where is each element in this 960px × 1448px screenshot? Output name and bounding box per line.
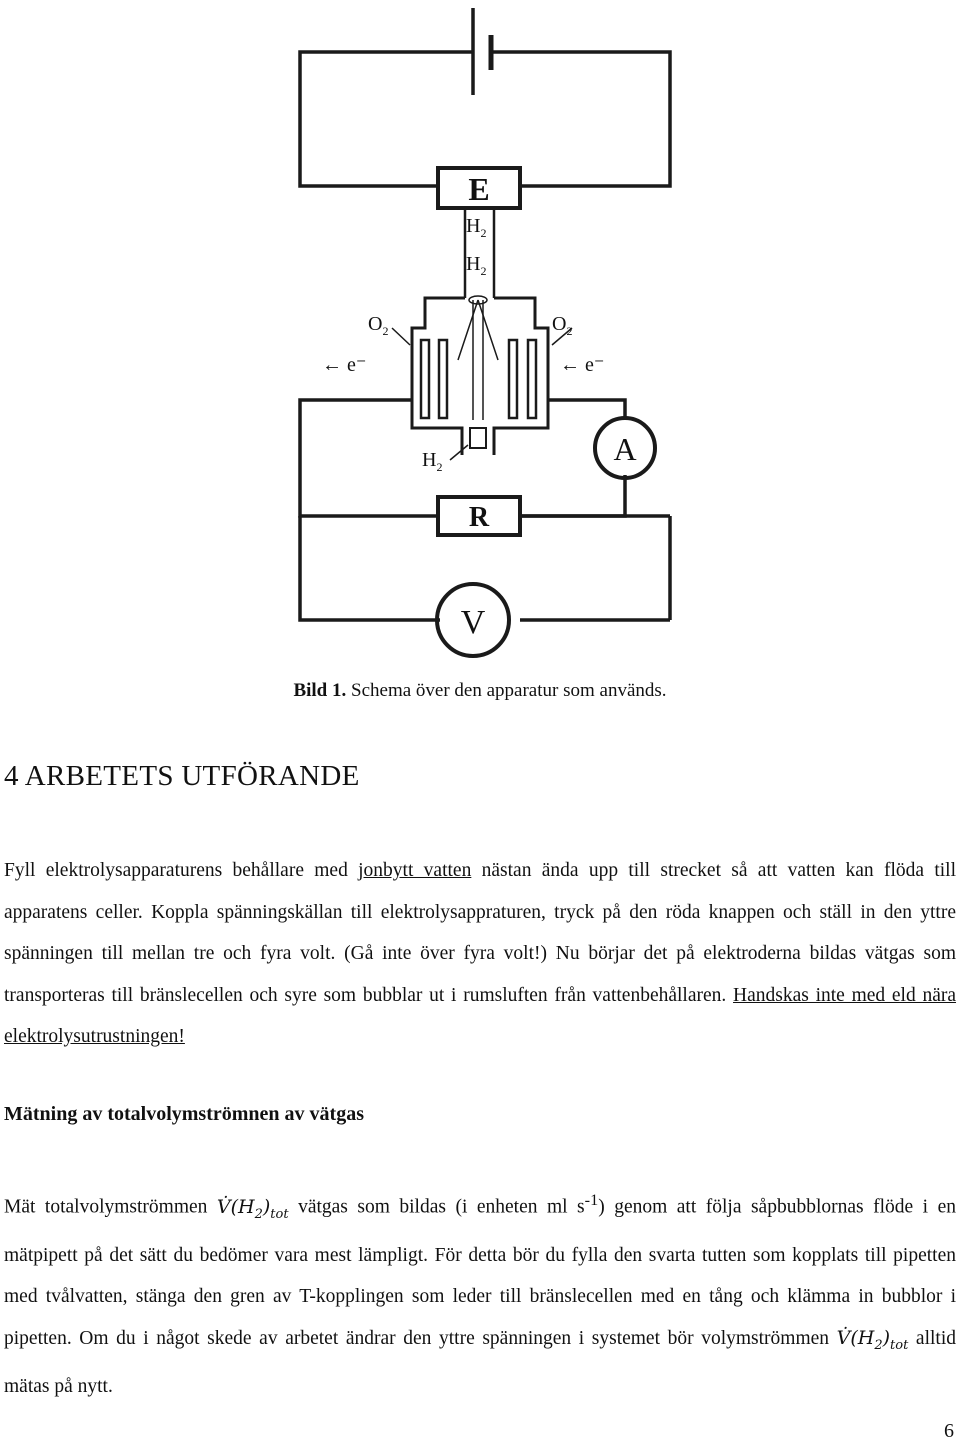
math-volume-flow-1: $V̇(H_2)_{tot}$ [216,1195,289,1222]
math-volume-flow-2: $V̇(H_2)_{tot}$ [836,1326,909,1353]
figure-caption [0,680,960,702]
apparatus-schematic [280,0,680,665]
paragraph-1-text-a: Fyll elektrolysapparaturens behållare med [4,860,359,881]
wire-top-right [491,52,670,186]
h2-label-bottom: $H_2$ [422,449,443,474]
caption-text: Schema över den apparatur som används. [346,680,667,701]
page-number: 6 [944,1420,954,1442]
o2-label-left: $O_2$ [368,313,389,338]
unit-exponent: -1 [584,1191,599,1209]
h2-label-upper-2: $H_2$ [466,253,487,278]
electron-label-left: ← e⁻ [322,354,367,376]
paragraph-2-text-a: Mät totalvolymströmmen [4,1196,217,1218]
wire-left-to-voltmeter [300,516,440,620]
paragraph-2 [4,1180,956,1408]
electrolyser-label: E [468,171,490,207]
caption-prefix: Bild 1. [293,680,347,701]
o2-label-right: $O_2$ [552,313,573,338]
paragraph-2-text-b: vätgas som bildas (i enheten ml s [288,1196,585,1218]
safety-warning: Handskas inte med eld nära elektrolysutrustningen! [4,984,957,1047]
paragraph-1-underlined-term: jonbytt vatten [358,860,472,881]
fuel-cell-right [494,298,548,455]
ammeter-label: A [613,431,637,467]
electron-label-right: ← e⁻ [560,354,605,376]
voltmeter-label: V [460,604,486,641]
paragraph-2-text-d: alltid mätas på nytt. [4,1327,956,1398]
paragraph-1 [4,850,956,1058]
paragraph-1-text-b: nästan ända upp till strecket så att vatten kan flöda till apparatens celler. Koppla spänningskällan till elektrolysappraturen, tryck på den röda knappen och ställ in den yttre spänningen till mellan tre och fyra volt. (Gå inte över fyra volt!) Nu börjar det på elektroderna bildas vätgas som transporteras till bränslecellen och syre som bubblar ut i rumsluften från vattenbehållaren. [4,860,957,1006]
subheading: Mätning av totalvolymströmnen av vätgas [4,1103,364,1125]
wire-left-to-resistor [300,400,438,516]
resistor-label: R [468,502,490,533]
wire-top-left [300,52,473,186]
paragraph-2-text-c: ) genom att följa såpbubblornas flöde i en mätpipett på det sätt du bedömer vara mest lämpligt. För detta bör du fylla den svarta tutten som kopplats till pipetten med tvålvatten, stänga den gren av T-kopplingen som leder till bränslecellen med en tång och klämma in bubblor i pipetten. Om du i något skede av arbetet ändrar den yttre spänningen i systemet bör volymströmmen [4,1196,956,1349]
section-heading: 4 ARBETETS UTFÖRANDE [4,760,360,792]
h2-label-upper-1: $H_2$ [466,215,487,240]
